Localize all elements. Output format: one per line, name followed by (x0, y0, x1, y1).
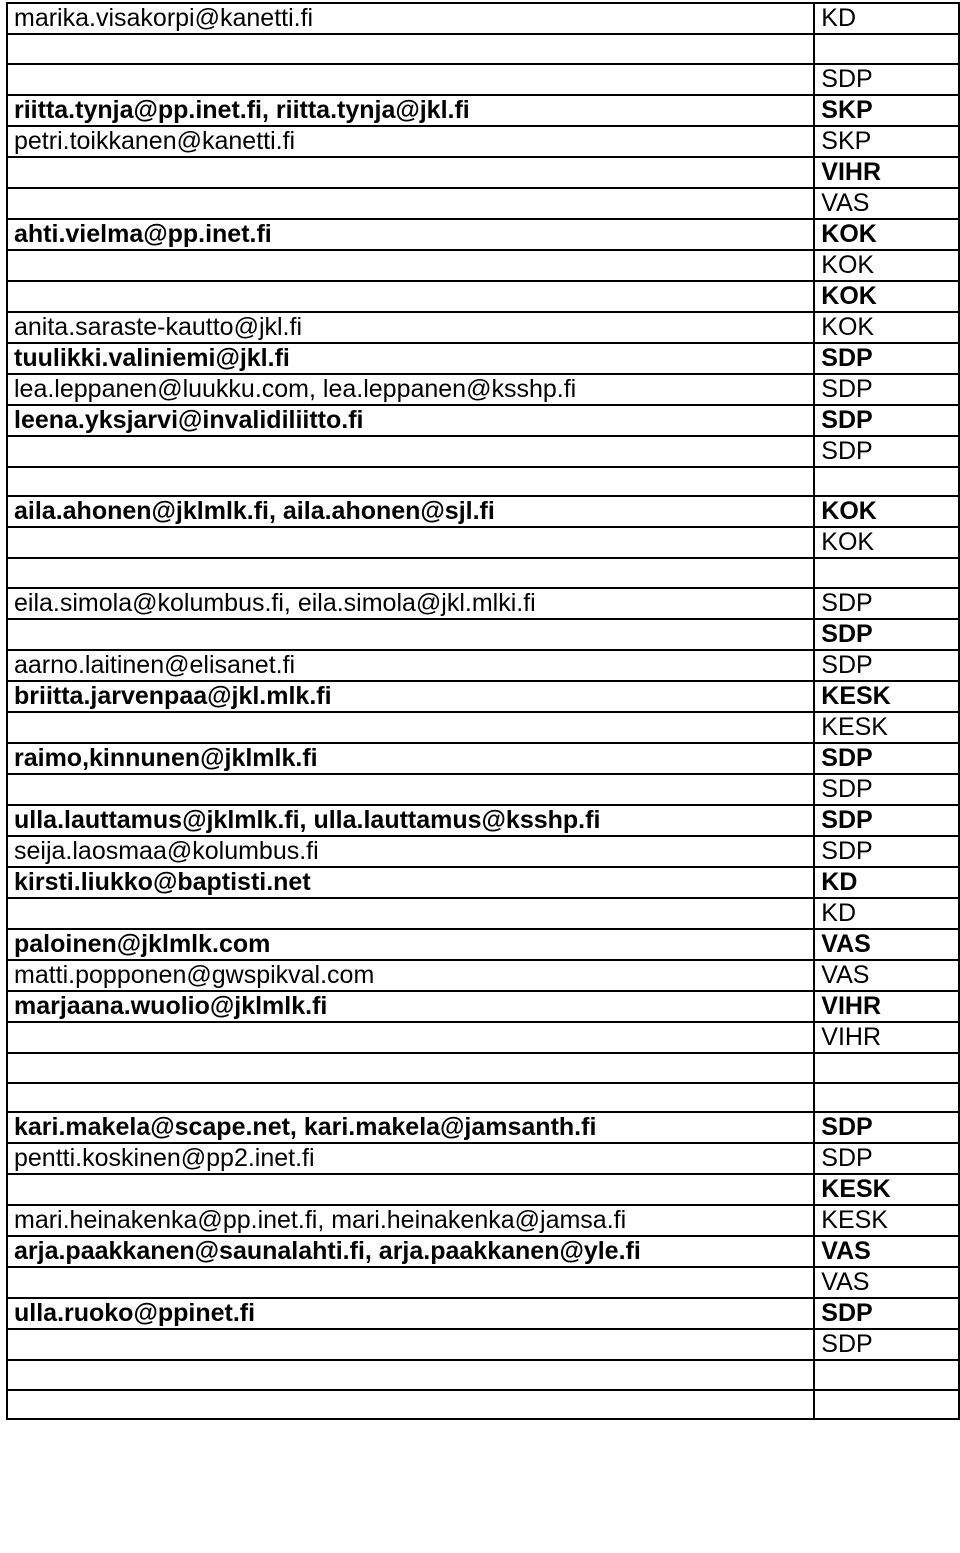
party-cell: VAS (814, 960, 959, 991)
table-row (7, 34, 959, 64)
email-cell: marika.visakorpi@kanetti.fi (7, 3, 814, 34)
email-cell: kirsti.liukko@baptisti.net (7, 867, 814, 898)
email-cell (7, 619, 814, 650)
party-cell: KOK (814, 527, 959, 558)
party-cell: VIHR (814, 1022, 959, 1053)
party-cell: SDP (814, 619, 959, 650)
party-cell: SDP (814, 588, 959, 619)
table-row (7, 1143, 959, 1174)
email-cell: ulla.ruoko@ppinet.fi (7, 1298, 814, 1329)
email-cell: marjaana.wuolio@jklmlk.fi (7, 991, 814, 1022)
table-row (7, 250, 959, 281)
email-cell (7, 157, 814, 188)
table-row (7, 312, 959, 343)
email-cell (7, 1022, 814, 1053)
party-cell (814, 1083, 959, 1113)
email-cell: petri.toikkanen@kanetti.fi (7, 126, 814, 157)
table-row (7, 467, 959, 497)
table-row (7, 650, 959, 681)
party-cell: SDP (814, 436, 959, 467)
party-cell: KOK (814, 496, 959, 527)
table-row (7, 619, 959, 650)
email-cell (7, 436, 814, 467)
email-cell: seija.laosmaa@kolumbus.fi (7, 836, 814, 867)
email-cell (7, 898, 814, 929)
table-row (7, 1205, 959, 1236)
table-row (7, 95, 959, 126)
table-row (7, 805, 959, 836)
party-cell: KOK (814, 219, 959, 250)
table-row (7, 281, 959, 312)
table-row (7, 1053, 959, 1083)
email-cell (7, 34, 814, 64)
email-cell: aila.ahonen@jklmlk.fi, aila.ahonen@sjl.fi (7, 496, 814, 527)
email-cell: briitta.jarvenpaa@jkl.mlk.fi (7, 681, 814, 712)
party-cell: SDP (814, 374, 959, 405)
party-cell: SDP (814, 650, 959, 681)
party-cell: SDP (814, 1112, 959, 1143)
party-cell (814, 1053, 959, 1083)
table-row (7, 527, 959, 558)
party-cell: KOK (814, 312, 959, 343)
party-cell: KESK (814, 681, 959, 712)
table-row (7, 64, 959, 95)
email-cell: ahti.vielma@pp.inet.fi (7, 219, 814, 250)
email-cell (7, 774, 814, 805)
email-cell (7, 1174, 814, 1205)
table-row (7, 1174, 959, 1205)
table-row (7, 960, 959, 991)
email-cell (7, 281, 814, 312)
table-row (7, 1236, 959, 1267)
email-cell (7, 1267, 814, 1298)
party-cell (814, 467, 959, 497)
table-row (7, 1298, 959, 1329)
email-cell (7, 558, 814, 588)
email-cell (7, 1329, 814, 1360)
table-row (7, 1112, 959, 1143)
party-cell: KESK (814, 1205, 959, 1236)
table-row (7, 867, 959, 898)
party-cell: SDP (814, 1143, 959, 1174)
email-cell: pentti.koskinen@pp2.inet.fi (7, 1143, 814, 1174)
party-cell: SDP (814, 64, 959, 95)
table-row (7, 1390, 959, 1420)
table-row (7, 374, 959, 405)
email-cell (7, 188, 814, 219)
party-cell: SKP (814, 126, 959, 157)
table-row (7, 588, 959, 619)
party-cell: VAS (814, 188, 959, 219)
party-cell: SDP (814, 774, 959, 805)
email-cell: riitta.tynja@pp.inet.fi, riitta.tynja@jkl.fi (7, 95, 814, 126)
table-row (7, 436, 959, 467)
table-row (7, 219, 959, 250)
party-cell: SDP (814, 805, 959, 836)
party-cell: VAS (814, 929, 959, 960)
email-cell: aarno.laitinen@elisanet.fi (7, 650, 814, 681)
email-cell: lea.leppanen@luukku.com, lea.leppanen@ksshp.fi (7, 374, 814, 405)
party-cell: SDP (814, 1329, 959, 1360)
party-cell: KESK (814, 712, 959, 743)
table-row (7, 1267, 959, 1298)
table-row (7, 188, 959, 219)
party-cell: KOK (814, 250, 959, 281)
party-cell: KOK (814, 281, 959, 312)
email-cell: leena.yksjarvi@invalidiliitto.fi (7, 405, 814, 436)
party-cell: SDP (814, 343, 959, 374)
table-row (7, 1022, 959, 1053)
email-cell (7, 467, 814, 497)
table-row (7, 743, 959, 774)
party-cell: SDP (814, 836, 959, 867)
party-cell: VIHR (814, 157, 959, 188)
table-row (7, 405, 959, 436)
party-cell: SKP (814, 95, 959, 126)
table-row (7, 1083, 959, 1113)
table-row (7, 343, 959, 374)
email-cell (7, 1083, 814, 1113)
email-cell (7, 1390, 814, 1420)
email-cell (7, 712, 814, 743)
email-cell (7, 1360, 814, 1390)
table-row (7, 991, 959, 1022)
party-cell (814, 1390, 959, 1420)
table-row (7, 774, 959, 805)
table-body (7, 3, 959, 1419)
email-cell: mari.heinakenka@pp.inet.fi, mari.heinakenka@jamsa.fi (7, 1205, 814, 1236)
email-cell (7, 1053, 814, 1083)
party-cell (814, 558, 959, 588)
party-cell: VAS (814, 1236, 959, 1267)
table-row (7, 929, 959, 960)
table-row (7, 1329, 959, 1360)
table-row (7, 712, 959, 743)
email-cell: tuulikki.valiniemi@jkl.fi (7, 343, 814, 374)
email-cell: anita.saraste-kautto@jkl.fi (7, 312, 814, 343)
table-row (7, 898, 959, 929)
party-cell: SDP (814, 1298, 959, 1329)
email-cell (7, 527, 814, 558)
table-row (7, 1360, 959, 1390)
party-cell (814, 34, 959, 64)
party-cell: SDP (814, 405, 959, 436)
party-cell (814, 1360, 959, 1390)
table-row (7, 681, 959, 712)
email-cell: raimo,kinnunen@jklmlk.fi (7, 743, 814, 774)
email-cell: matti.popponen@gwspikval.com (7, 960, 814, 991)
party-cell: SDP (814, 743, 959, 774)
email-cell: paloinen@jklmlk.com (7, 929, 814, 960)
table-row (7, 836, 959, 867)
email-cell (7, 250, 814, 281)
party-cell: VIHR (814, 991, 959, 1022)
table-row (7, 496, 959, 527)
table-row (7, 157, 959, 188)
table-row (7, 126, 959, 157)
email-cell: ulla.lauttamus@jklmlk.fi, ulla.lauttamus@ksshp.fi (7, 805, 814, 836)
table-row (7, 558, 959, 588)
email-cell: eila.simola@kolumbus.fi, eila.simola@jkl.mlki.fi (7, 588, 814, 619)
party-cell: KESK (814, 1174, 959, 1205)
email-cell (7, 64, 814, 95)
email-party-table (6, 2, 960, 1420)
email-cell: arja.paakkanen@saunalahti.fi, arja.paakkanen@yle.fi (7, 1236, 814, 1267)
party-cell: KD (814, 898, 959, 929)
table-row (7, 3, 959, 34)
party-cell: KD (814, 3, 959, 34)
party-cell: VAS (814, 1267, 959, 1298)
party-cell: KD (814, 867, 959, 898)
email-cell: kari.makela@scape.net, kari.makela@jamsanth.fi (7, 1112, 814, 1143)
